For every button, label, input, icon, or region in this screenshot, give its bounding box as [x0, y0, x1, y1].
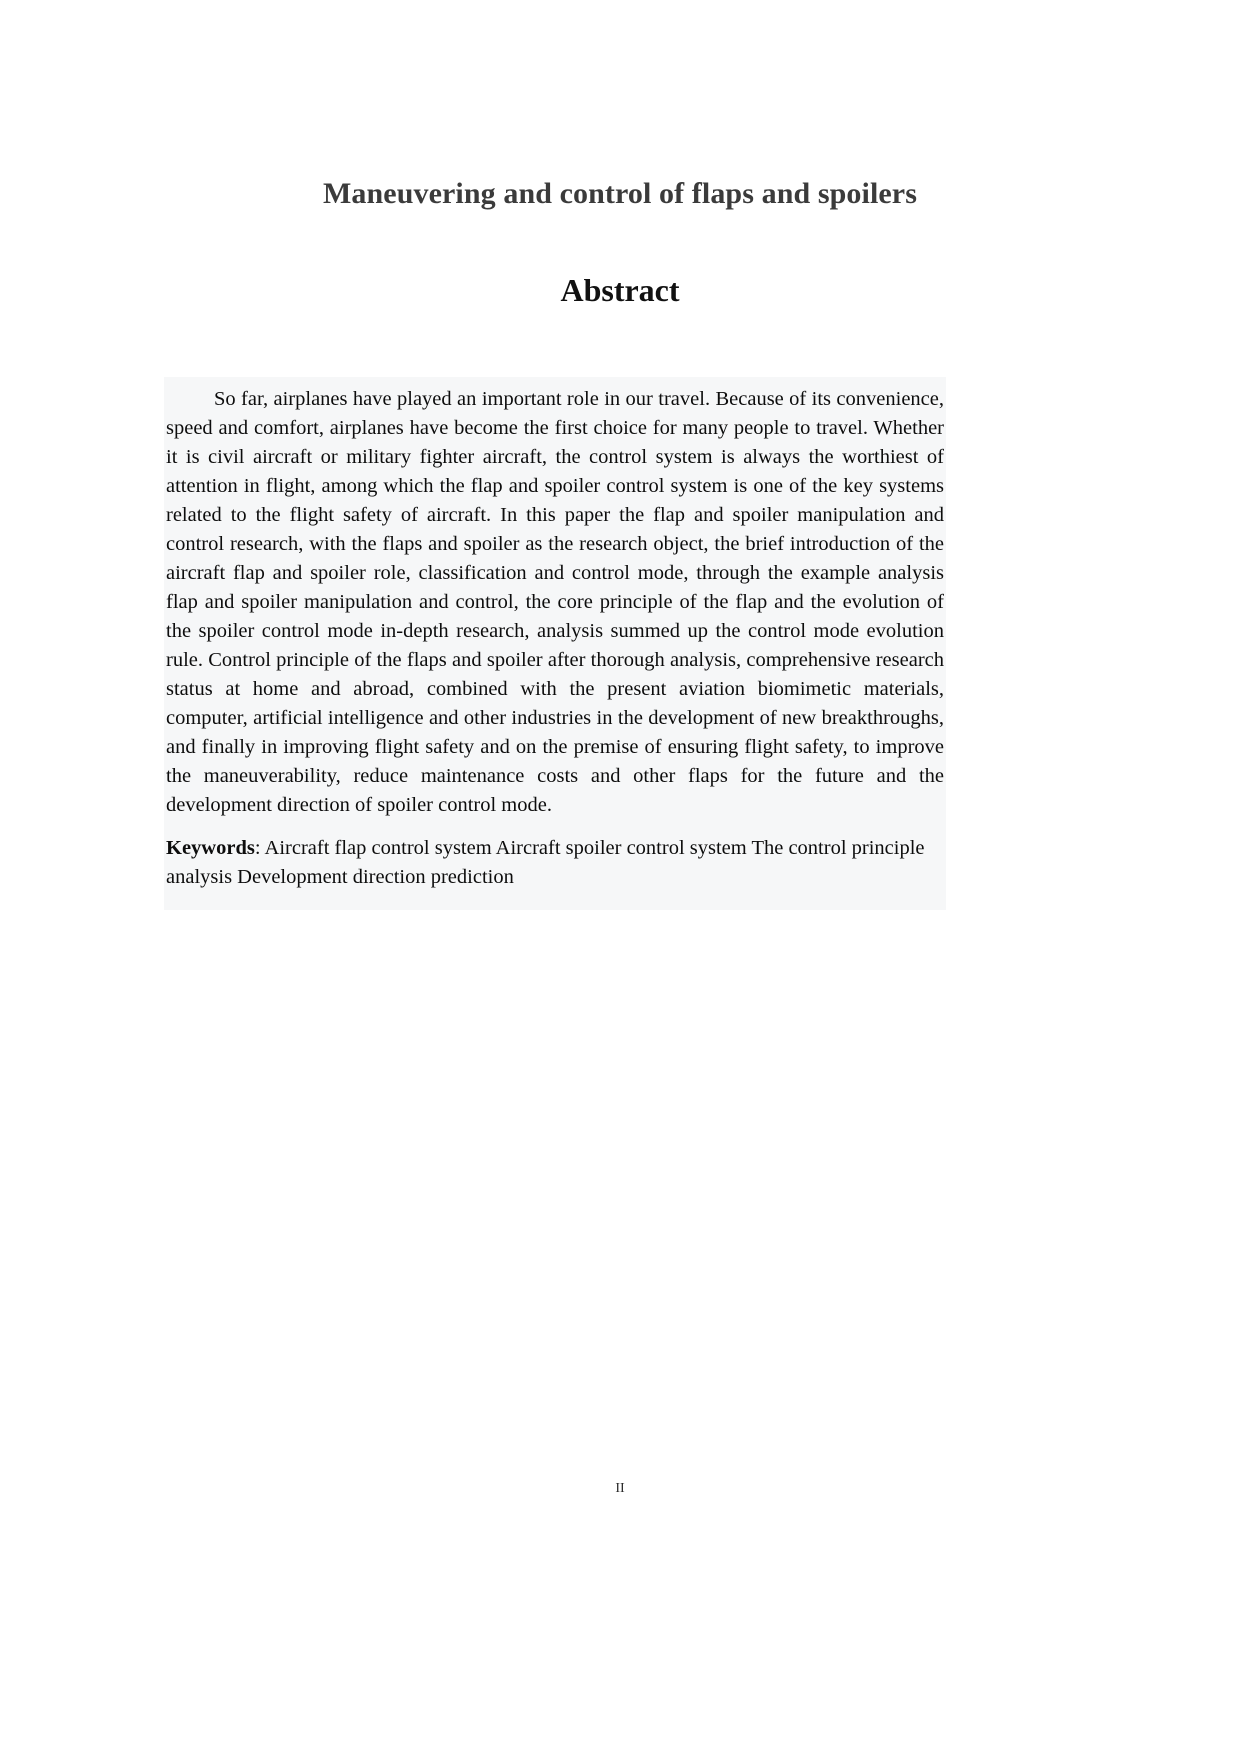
keywords-list: Aircraft flap control system Aircraft spoiler control system The control principle analysis Development direction prediction — [166, 837, 925, 888]
abstract-section-heading: Abstract — [560, 271, 680, 308]
keywords-paragraph — [164, 820, 946, 892]
page-title: Maneuvering and control of flaps and spoilers — [323, 177, 917, 211]
abstract-paragraph: So far, airplanes have played an important role in our travel. Because of its convenience, speed and comfort, airplanes have become the first choice for many people to travel. Whether it is civil aircraft or military fighter aircraft, the control system is always the worthiest of attention in flight, among which the flap and spoiler control system is one of the key systems related to the flight safety of aircraft. In this paper the flap and spoiler manipulation and control research, with the flaps and spoiler as the research object, the brief introduction of the aircraft flap and spoiler role, classification and control mode, through the example analysis flap and spoiler manipulation and control, the core principle of the flap and the evolution of the spoiler control mode in-depth research, analysis summed up the control mode evolution rule. Control principle of the flaps and spoiler after thorough analysis, comprehensive research status at home and abroad, combined with the present aviation biomimetic materials, computer, artificial intelligence and other industries in the development of new breakthroughs, and finally in improving flight safety and on the premise of ensuring flight safety, to improve the maneuverability, reduce maintenance costs and other flaps for the future and the development direction of spoiler control mode. — [166, 388, 944, 816]
keywords-label: Keywords — [166, 837, 255, 859]
page-number-footer: II — [615, 1481, 625, 1496]
abstract-text-block — [164, 377, 946, 910]
keywords-separator: : — [254, 837, 265, 859]
